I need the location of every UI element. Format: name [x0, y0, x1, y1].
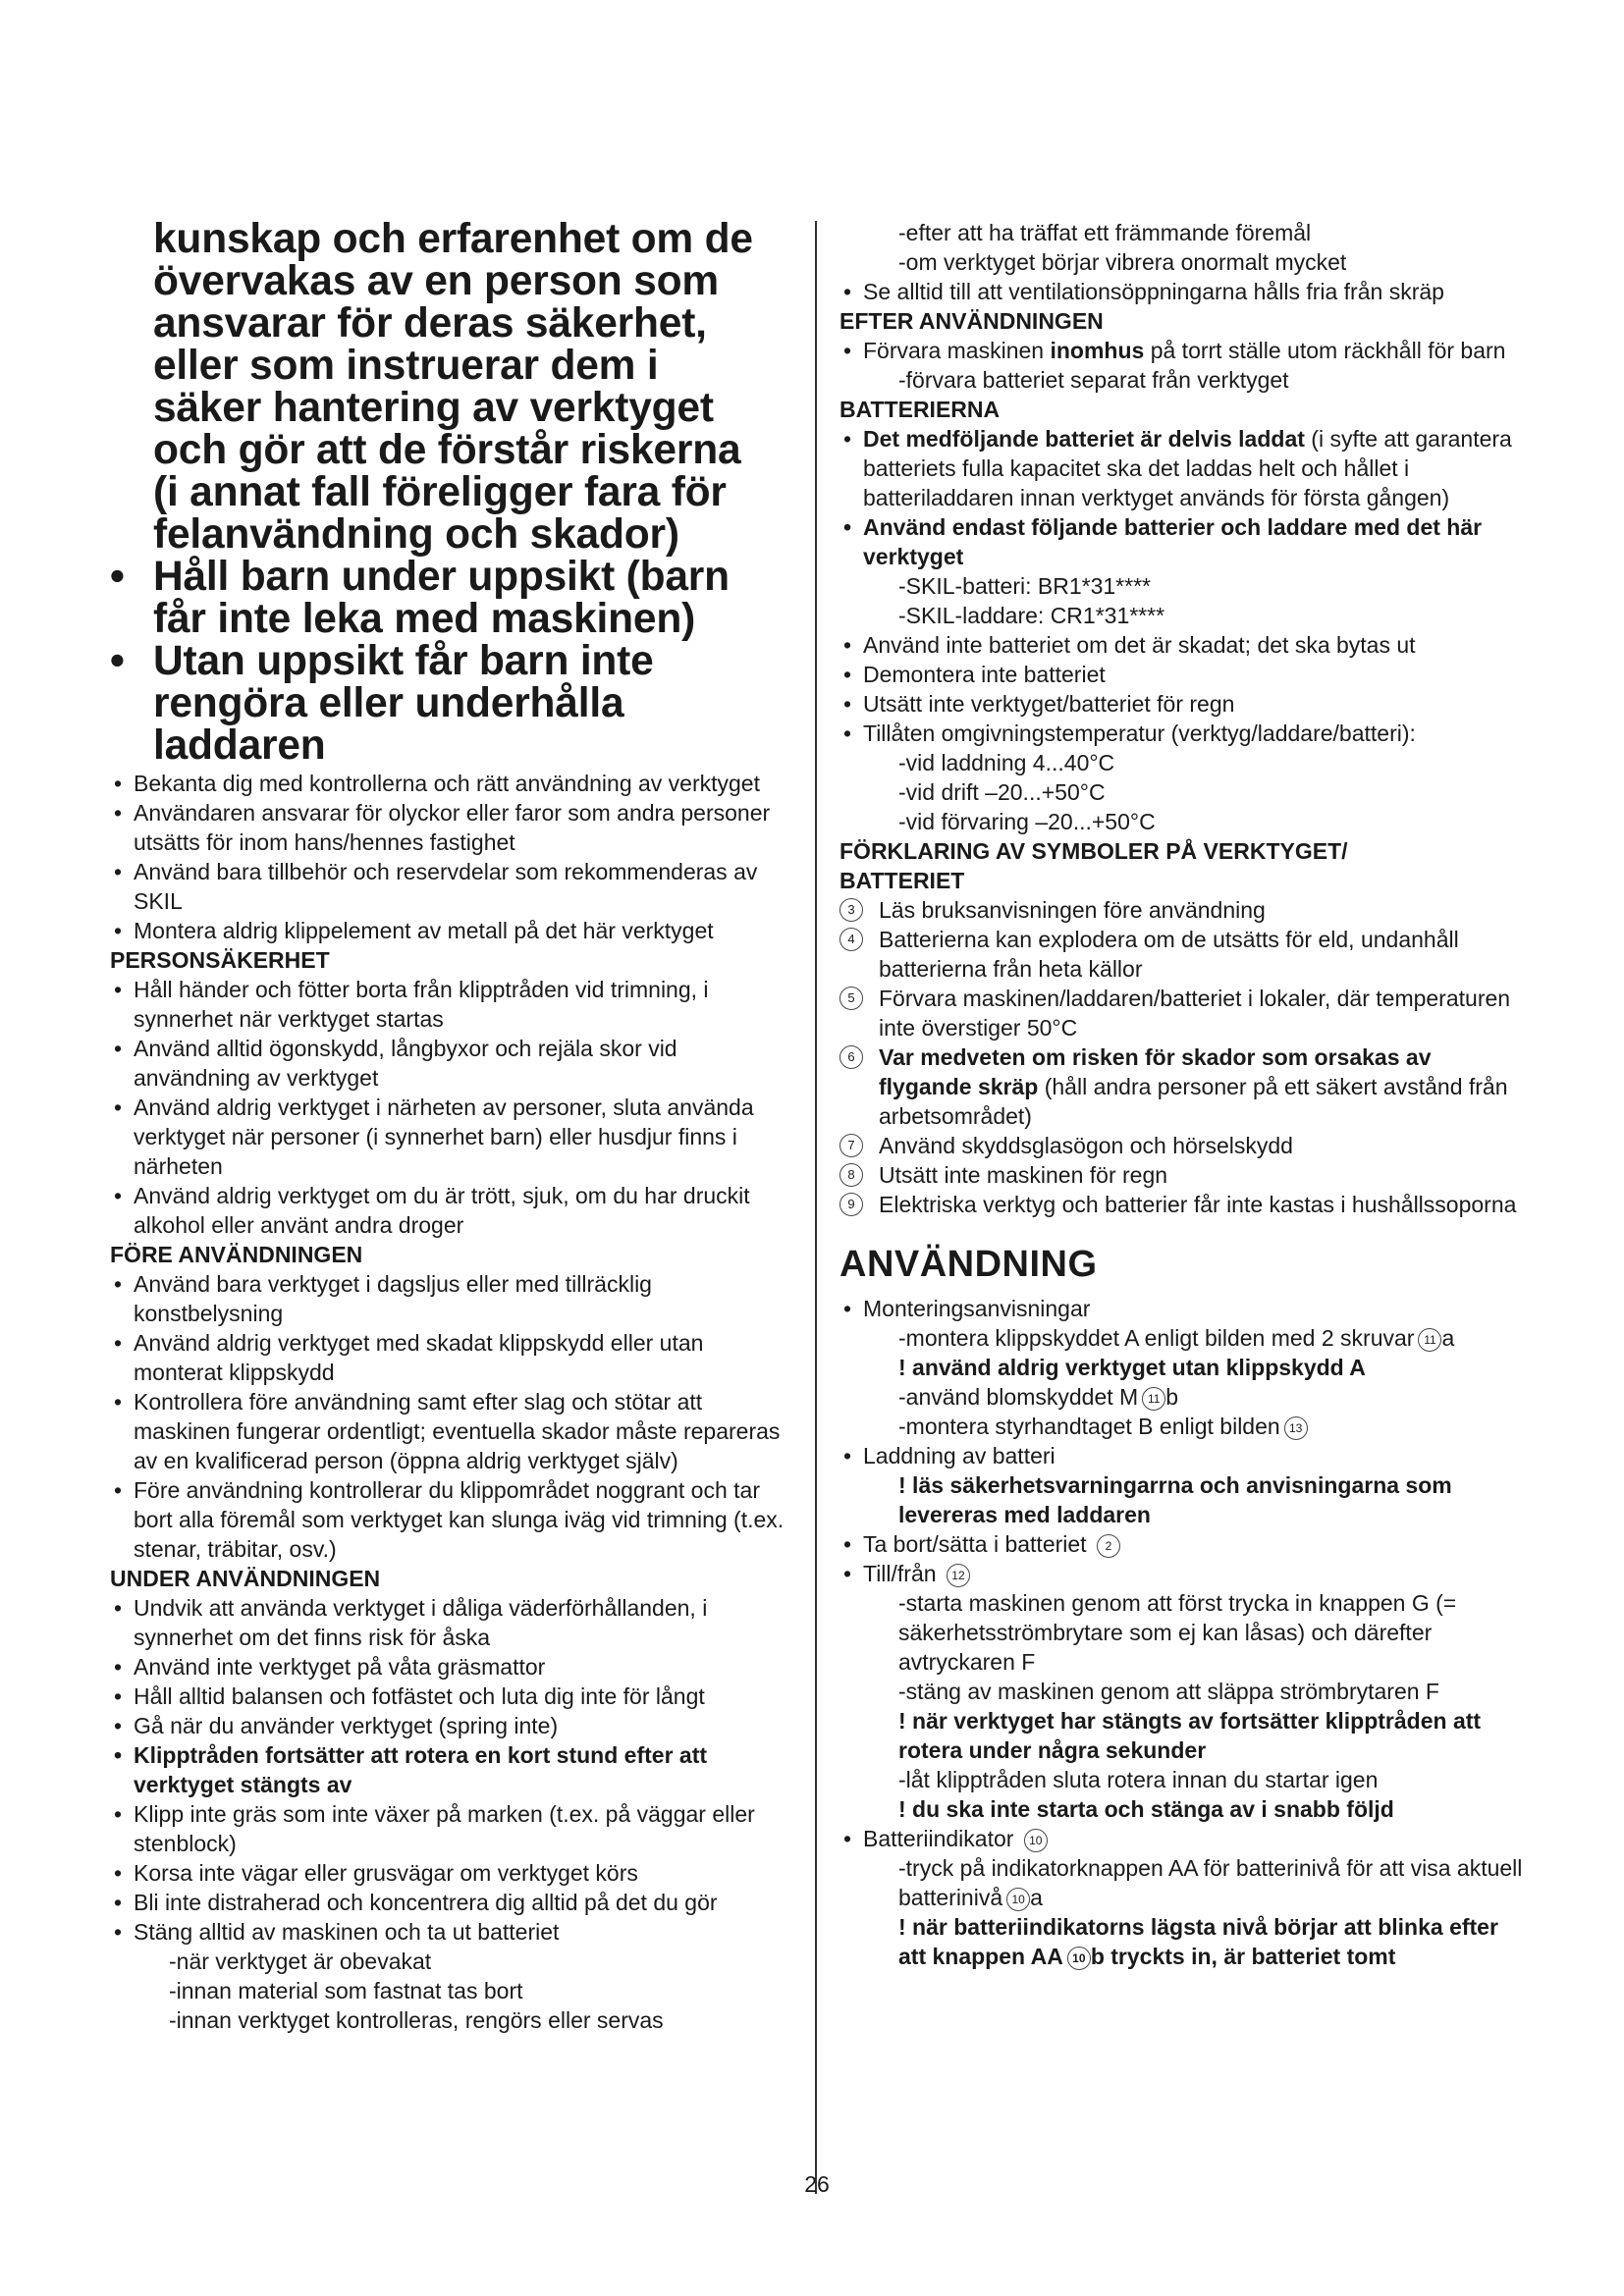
- text-run: -använd blomskyddet M: [898, 1384, 1139, 1410]
- batteries-heading: BATTERIERNA: [839, 397, 1001, 422]
- sub-item: -vid laddning 4...40°C: [898, 750, 1115, 775]
- symbol-text: Batterierna kan explodera om de utsätts för eld, undanhåll batterierna från heta källor: [879, 927, 1459, 982]
- list-item: [839, 1529, 1527, 1559]
- list-item: [839, 1824, 1527, 1853]
- sub-item: -innan verktyget kontrolleras, rengörs eller servas: [169, 2007, 664, 2033]
- list-item: • Bli inte distraherad och koncentrera dig alltid på det du gör: [110, 1888, 787, 1917]
- text-run: -tryck på indikatorknappen AA för batterinivå för att visa aktuell batterinivå: [898, 1855, 1523, 1910]
- circled-number-icon: 10: [1024, 1829, 1048, 1852]
- symbol-text: Utsätt inte maskinen för regn: [879, 1162, 1168, 1188]
- big-bullet-line: laddaren: [153, 722, 326, 769]
- text-run: a: [1441, 1325, 1455, 1351]
- symbol-item: [839, 984, 1527, 1042]
- circled-number-icon: 4: [839, 928, 863, 951]
- list-item: • Montera aldrig klippelement av metall på det här verktyget: [110, 916, 787, 945]
- symbol-text: Förvara maskinen/laddaren/batteriet i lokaler, där temperaturen inte överstiger 50°C: [879, 986, 1511, 1041]
- list-item: • Använd alltid ögonskydd, långbyxor och rejäla skor vid användning av verktyget: [110, 1034, 787, 1093]
- during-use-heading: UNDER ANVÄNDNINGEN: [110, 1566, 381, 1591]
- symbol-text: (håll andra personer på ett säkert avstånd från arbetsområdet): [879, 1074, 1508, 1129]
- sub-item: [839, 1382, 1527, 1412]
- text-run: -montera styrhandtaget B enligt bilden: [898, 1414, 1280, 1439]
- symbol-item: [839, 1190, 1527, 1219]
- text-run: -montera klippskyddet A enligt bilden med 2 skruvar: [898, 1325, 1415, 1351]
- symbol-text-bold: Var medveten om risken för skador som orsakas av flygande skräp: [879, 1044, 1432, 1099]
- list-item: • Använd aldrig verktyget om du är trött, sjuk, om du har druckit alkohol eller använt andra droger: [110, 1181, 787, 1240]
- personal-safety-heading: PERSONSÄKERHET: [110, 947, 330, 973]
- big-bullet-cleaning: [110, 640, 787, 767]
- intro-line: (i annat fall föreligger fara för: [153, 469, 727, 515]
- before-list: [110, 1269, 787, 1564]
- symbol-item: [839, 1160, 1527, 1190]
- list-item: [839, 424, 1527, 512]
- circled-number-icon: 12: [947, 1564, 970, 1587]
- list-item: • Bekanta dig med kontrollerna och rätt användning av verktyget: [110, 769, 787, 798]
- list-item: • Monteringsanvisningar: [839, 1294, 1527, 1323]
- list-item: • Se alltid till att ventilationsöppningarna hålls fria från skräp: [839, 277, 1527, 306]
- text-run: (i syfte att garantera batteriets fulla kapacitet ska det laddas helt och hållet i batteriladdaren innan verktyget används för första gången): [863, 426, 1512, 510]
- sub-item: -när verktyget är obevakat: [169, 1949, 432, 1974]
- list-item: • Använd aldrig verktyget i närheten av personer, sluta använda verktyget när personer (i synnerhet barn) eller husdjur finns i närheten: [110, 1093, 787, 1181]
- usage-section-title: ANVÄNDNING: [839, 1244, 1098, 1285]
- circled-number-icon: 7: [839, 1134, 863, 1157]
- symbol-item: [839, 895, 1527, 925]
- list-item-warning: • Använd endast följande batterier och laddare med det här verktyget: [839, 512, 1527, 571]
- column-divider: [815, 221, 817, 2194]
- symbols-heading: [839, 836, 1527, 895]
- list-item: • Utsätt inte verktyget/batteriet för regn: [839, 689, 1527, 719]
- text-run-bold: Det medföljande batteriet är delvis laddat: [863, 426, 1305, 452]
- warning-line: ! använd aldrig verktyget utan klippskydd A: [898, 1355, 1366, 1380]
- sub-item: -vid drift –20...+50°C: [898, 779, 1106, 805]
- text-run: Ta bort/sätta i batteriet: [863, 1531, 1087, 1557]
- circled-number-icon: 5: [839, 987, 863, 1010]
- symbol-item: [839, 1042, 1527, 1131]
- circled-number-icon: 10: [1006, 1888, 1030, 1911]
- circled-number-icon: 10: [1067, 1947, 1091, 1970]
- symbol-text: Elektriska verktyg och batterier får inte kastas i hushållssoporna: [879, 1192, 1517, 1217]
- left-column: [110, 218, 787, 2035]
- heading-line: BATTERIET: [839, 868, 965, 893]
- sub-item: [839, 1853, 1527, 1912]
- text-run: Till/från: [863, 1561, 937, 1586]
- circled-number-icon: 3: [839, 898, 863, 922]
- circled-number-icon: 9: [839, 1193, 863, 1216]
- text-run: Batteriindikator: [863, 1826, 1014, 1851]
- list-item: • Klipp inte gräs som inte växer på marken (t.ex. på väggar eller stenblock): [110, 1799, 787, 1858]
- intro-line: övervakas av en person som: [153, 258, 719, 304]
- sub-item: [839, 1323, 1527, 1353]
- during-list: [110, 1593, 787, 2035]
- list-item: [839, 1559, 1527, 1588]
- intro-line: ansvarar för deras säkerhet,: [153, 300, 707, 347]
- circled-number-icon: 13: [1284, 1416, 1308, 1440]
- sub-item: -starta maskinen genom att först trycka in knappen G (= säkerhetsströmbrytare som ej kan låsas) och därefter avtryckaren F: [898, 1590, 1457, 1675]
- list-item: • Använd inte verktyget på våta gräsmattor: [110, 1652, 787, 1682]
- sub-item: [839, 1412, 1527, 1441]
- big-bullet-line: • Utan uppsikt får barn inte: [153, 638, 654, 684]
- list-item: • Använd bara tillbehör och reservdelar som rekommenderas av SKIL: [110, 857, 787, 916]
- list-item: • Undvik att använda verktyget i dåliga väderförhållanden, i synnerhet om det finns risk för åska: [110, 1593, 787, 1652]
- sub-item: -innan material som fastnat tas bort: [169, 1978, 523, 2003]
- intro-line: kunskap och erfarenhet om de: [153, 216, 753, 262]
- sub-item: -efter att ha träffat ett främmande föremål: [898, 220, 1312, 245]
- sub-item: -stäng av maskinen genom att släppa strömbrytaren F: [898, 1679, 1439, 1704]
- sub-item: -SKIL-laddare: CR1*31****: [898, 603, 1165, 628]
- text-run: på torrt ställe utom räckhåll för barn: [1144, 338, 1506, 363]
- list-item: • Demontera inte batteriet: [839, 660, 1527, 689]
- intro-line: felanvändning och skador): [153, 511, 679, 558]
- text-run: b: [1165, 1384, 1178, 1410]
- intro-line: eller som instruerar dem i: [153, 343, 659, 389]
- before-use-heading: FÖRE ANVÄNDNINGEN: [110, 1242, 363, 1267]
- list-item: • Användaren ansvarar för olyckor eller faror som andra personer utsätts för inom hans/hennes fastighet: [110, 798, 787, 857]
- text-run: Förvara maskinen: [863, 338, 1051, 363]
- list-item: • Laddning av batteri: [839, 1441, 1527, 1470]
- list-item: • Använd bara verktyget i dagsljus eller med tillräcklig konstbelysning: [110, 1269, 787, 1328]
- after-use-heading: EFTER ANVÄNDNINGEN: [839, 308, 1104, 334]
- text-run: a: [1030, 1885, 1043, 1910]
- symbol-item: [839, 925, 1527, 984]
- list-item: • Korsa inte vägar eller grusvägar om verktyget körs: [110, 1858, 787, 1888]
- circled-number-icon: 8: [839, 1163, 863, 1187]
- general-list: [110, 769, 787, 945]
- text-run: ! när batteriindikatorns lägsta nivå börjar att blinka efter att knappen AA: [898, 1914, 1498, 1969]
- list-item: • Tillåten omgivningstemperatur (verktyg/laddare/batteri):: [839, 719, 1527, 748]
- right-column: [839, 218, 1527, 1971]
- big-bullet-line: rengöra eller underhålla: [153, 680, 624, 726]
- circled-number-icon: 2: [1097, 1534, 1120, 1558]
- symbol-item: [839, 1131, 1527, 1160]
- list-item-warning: • Klipptråden fortsätter att rotera en kort stund efter att verktyget stängts av: [110, 1740, 787, 1799]
- warning-line: ! när verktyget har stängts av fortsätter klipptråden att rotera under några sekunder: [898, 1708, 1482, 1763]
- sub-item: -om verktyget börjar vibrera onormalt mycket: [898, 249, 1347, 275]
- list-item: • Kontrollera före användning samt efter slag och stötar att maskinen fungerar ordentligt; eventuella skador måste repareras av en kvalificerad person (öppna aldrig verktyget själv): [110, 1387, 787, 1475]
- list-item: • Före användning kontrollerar du klippområdet noggrant och tar bort alla föremål som verktyget kan slunga iväg vid trimning (t.ex. stenar, träbitar, osv.): [110, 1475, 787, 1564]
- personal-list: [110, 975, 787, 1240]
- list-item: • Håll alltid balansen och fotfästet och luta dig inte för långt: [110, 1682, 787, 1711]
- list-item: [839, 336, 1527, 365]
- list-item: • Använd inte batteriet om det är skadat; det ska bytas ut: [839, 630, 1527, 660]
- text-run-bold: inomhus: [1050, 338, 1145, 363]
- circled-number-icon: 11: [1142, 1387, 1165, 1411]
- sub-item: -låt klipptråden sluta rotera innan du startar igen: [898, 1767, 1379, 1792]
- circled-number-icon: 6: [839, 1045, 863, 1069]
- symbol-text: Läs bruksanvisningen före användning: [879, 897, 1266, 923]
- list-item: • Gå när du använder verktyget (spring inte): [110, 1711, 787, 1740]
- sub-item: -förvara batteriet separat från verktyget: [898, 367, 1289, 393]
- big-bullet-supervision: [110, 556, 787, 640]
- intro-block: [110, 218, 787, 556]
- intro-line: säker hantering av verktyget: [153, 385, 714, 431]
- circled-number-icon: 11: [1418, 1328, 1441, 1352]
- warning-line: [839, 1912, 1527, 1971]
- intro-line: och gör att de förstår riskerna: [153, 427, 741, 473]
- heading-line: FÖRKLARING AV SYMBOLER PÅ VERKTYGET/: [839, 838, 1348, 864]
- big-bullet-line: • Håll barn under uppsikt (barn: [153, 554, 730, 600]
- sub-item: -SKIL-batteri: BR1*31****: [898, 573, 1151, 599]
- text-run: b tryckts in, är batteriet tomt: [1090, 1944, 1396, 1969]
- warning-line: ! läs säkerhetsvarningarrna och anvisningarna som levereras med laddaren: [898, 1472, 1452, 1527]
- sub-item: -vid förvaring –20...+50°C: [898, 809, 1156, 834]
- warning-line: ! du ska inte starta och stänga av i snabb följd: [898, 1796, 1394, 1822]
- list-item: • Håll händer och fötter borta från klipptråden vid trimning, i synnerhet när verktyget startas: [110, 975, 787, 1034]
- symbol-text: Använd skyddsglasögon och hörselskydd: [879, 1133, 1293, 1158]
- page-number: 26: [804, 2171, 830, 2197]
- big-bullet-line: får inte leka med maskinen): [153, 596, 696, 642]
- list-item: • Använd aldrig verktyget med skadat klippskydd eller utan monterat klippskydd: [110, 1328, 787, 1387]
- list-item: • Stäng alltid av maskinen och ta ut batteriet: [110, 1917, 787, 1947]
